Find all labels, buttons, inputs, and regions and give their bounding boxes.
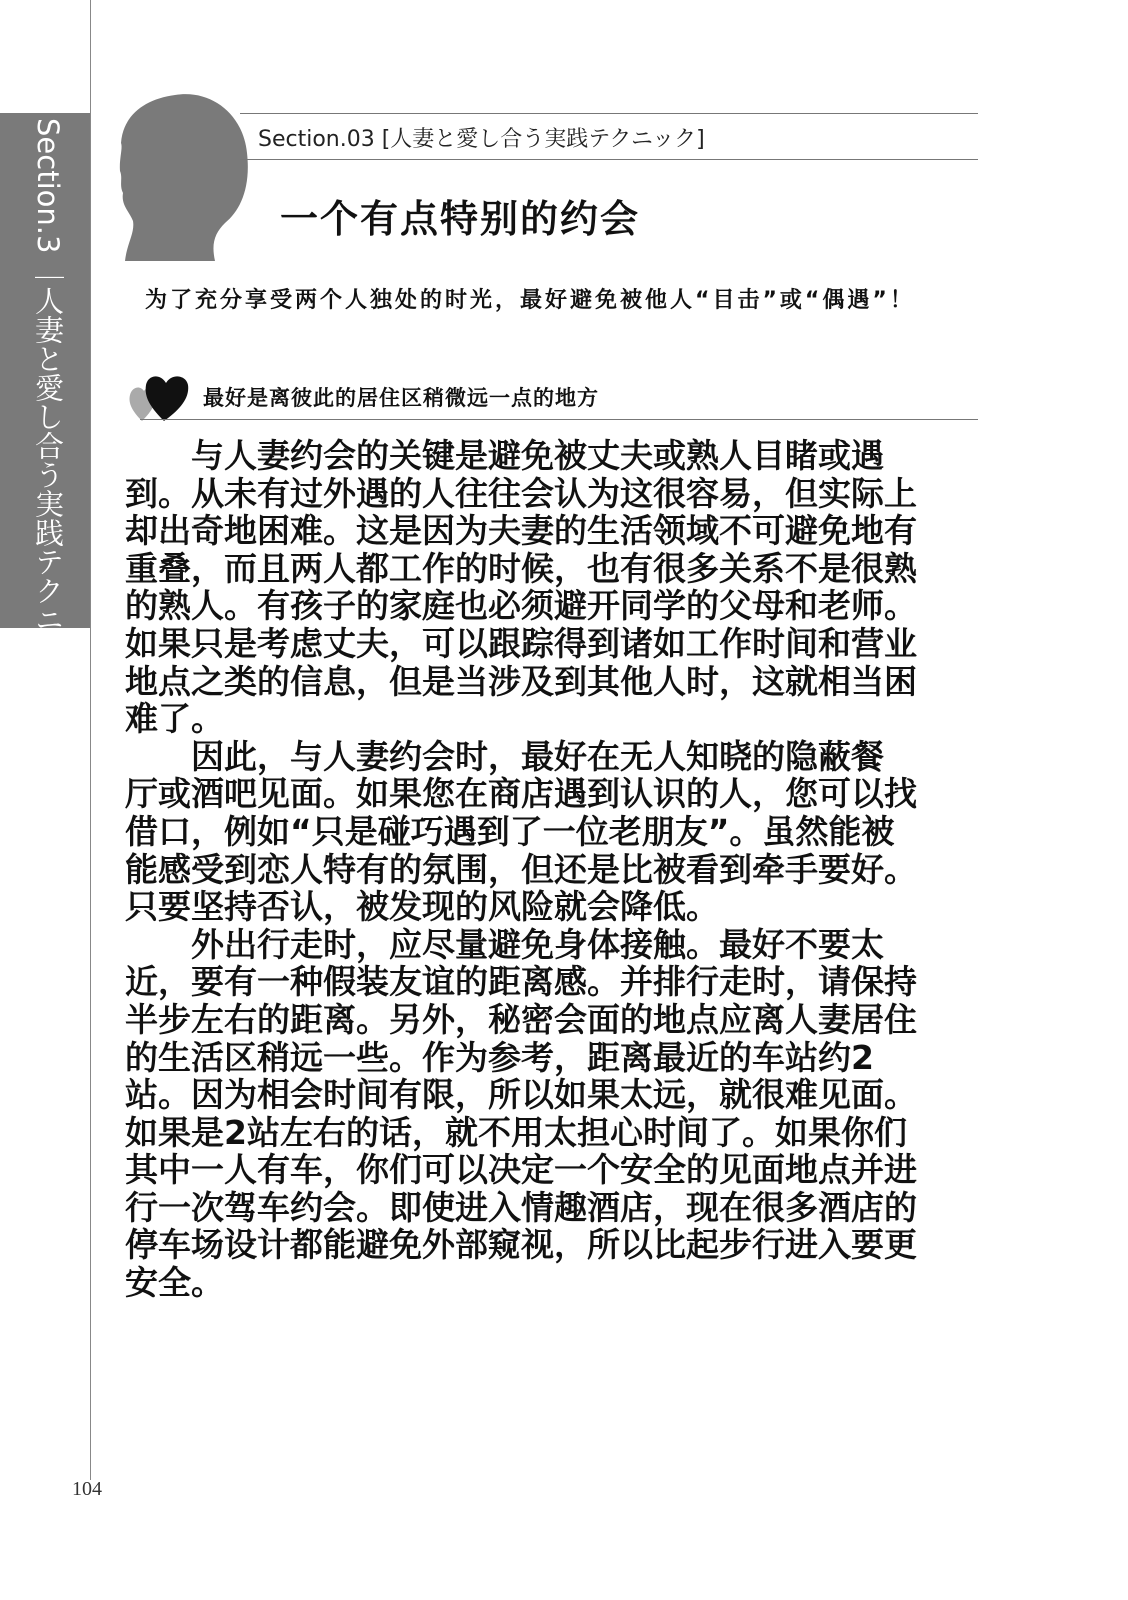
subheading-rule <box>140 419 978 420</box>
hearts-icon <box>128 373 192 423</box>
body-line: 行一次驾车约会。即使进入情趣酒店，现在很多酒店的 <box>125 1187 917 1227</box>
side-tab-title: 人妻と愛し合う実践テクニック <box>31 285 65 692</box>
body-text <box>125 437 1035 1302</box>
body-line: 难了。 <box>125 699 224 739</box>
subheading: 最好是离彼此的居住区稍微远一点的地方 <box>203 386 599 410</box>
body-line: 地点之类的信息，但是当涉及到其他人时，这就相当困 <box>125 661 917 701</box>
body-line: 借口，例如“只是碰巧遇到了一位老朋友”。虽然能被 <box>125 811 895 851</box>
page-number: 104 <box>72 1478 102 1500</box>
body-line: 厅或酒吧见面。如果您在商店遇到认识的人，您可以找 <box>125 774 917 814</box>
body-line: 的熟人。有孩子的家庭也必须避开同学的父母和老师。 <box>125 586 917 626</box>
header-rule-bottom <box>240 159 978 160</box>
body-line: 的生活区稍远一些。作为参考，距离最近的车站约2 <box>125 1037 874 1077</box>
body-line: 半步左右的距离。另外，秘密会面的地点应离人妻居住 <box>125 999 917 1039</box>
side-tab-section: Section.3 <box>31 118 65 254</box>
body-line: 只要坚持否认，被发现的风险就会降低。 <box>125 887 719 927</box>
body-line: 却出奇地困难。这是因为夫妻的生活领域不可避免地有 <box>125 511 917 551</box>
header-rule-top <box>240 113 978 114</box>
body-line: 停车场设计都能避免外部窥视，所以比起步行进入要更 <box>125 1225 917 1265</box>
body-line: 因此，与人妻约会时，最好在无人知晓的隐蔽餐 <box>125 736 884 776</box>
margin-rule <box>90 0 91 1480</box>
body-line: 安全。 <box>125 1263 224 1303</box>
body-line: 如果只是考虑丈夫，可以跟踪得到诸如工作时间和营业 <box>125 623 917 663</box>
body-line: 与人妻约会的关键是避免被丈夫或熟人目睹或遇 <box>125 436 884 475</box>
section-label: Section.03 [人妻と愛し合う実践テクニック] <box>258 127 705 152</box>
body-line: 近，要有一种假装友谊的距离感。并排行走时，请保持 <box>125 962 917 1002</box>
body-line: 站。因为相会时间有限，所以如果太远，就很难见面。 <box>125 1075 917 1115</box>
body-line: 能感受到恋人特有的氛围，但还是比被看到牵手要好。 <box>125 849 917 889</box>
side-tab-text: Section.3 ｜ 人妻と愛し合う実践テクニック <box>31 118 65 692</box>
lead-text: 为了充分享受两个人独处的时光，最好避免被他人“目击”或“偶遇”！ <box>145 288 915 313</box>
woman-silhouette-icon <box>115 93 255 263</box>
body-line: 到。从未有过外遇的人往往会认为这很容易，但实际上 <box>125 473 917 513</box>
body-line: 重叠，而且两人都工作的时候，也有很多关系不是很熟 <box>125 548 917 588</box>
page-title: 一个有点特别的约会 <box>280 197 641 241</box>
body-line: 外出行走时，应尽量避免身体接触。最好不要太 <box>125 924 884 964</box>
body-line: 其中一人有车，你们可以决定一个安全的见面地点并进 <box>125 1150 917 1190</box>
body-line: 如果是2站左右的话，就不用太担心时间了。如果你们 <box>125 1112 907 1152</box>
